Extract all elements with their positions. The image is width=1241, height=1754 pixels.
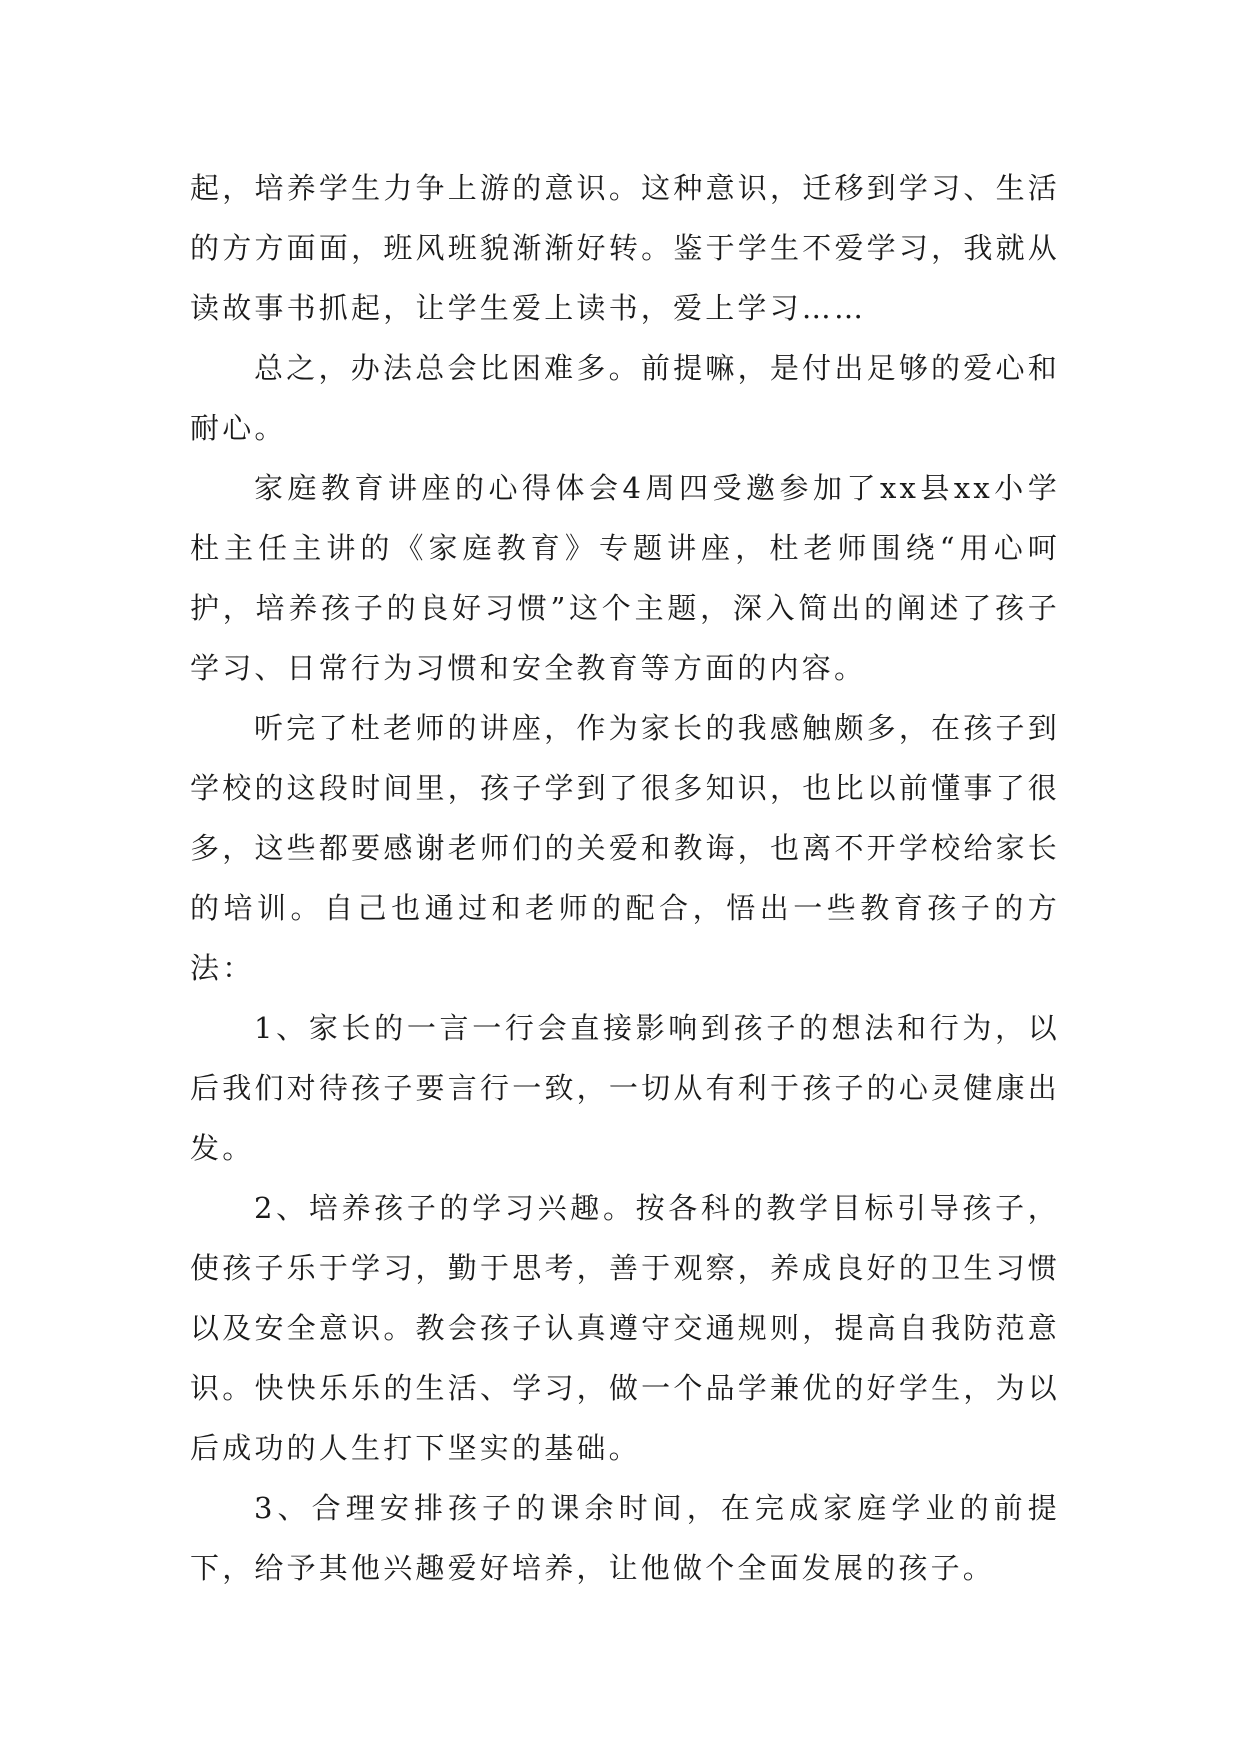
list-item-3: 3、合理安排孩子的课余时间，在完成家庭学业的前提下，给予其他兴趣爱好培养，让他做个全面发展的孩子。 <box>190 1491 1060 1585</box>
list-item-2: 2、培养孩子的学习兴趣。按各科的教学目标引导孩子，使孩子乐于学习，勤于思考，善于观察，养成良好的卫生习惯以及安全意识。教会孩子认真遵守交通规则，提高自我防范意识。快快乐乐的生活、学习，做一个品学兼优的好学生，为以后成功的人生打下坚实的基础。 <box>190 1191 1060 1465</box>
paragraph-reflection: 听完了杜老师的讲座，作为家长的我感触颇多，在孩子到学校的这段时间里，孩子学到了很多知识，也比以前懂事了很多，这些都要感谢老师们的关爱和教诲，也离不开学校给家长的培训。自己也通过和老师的配合，悟出一些教育孩子的方法： <box>190 711 1060 985</box>
list-item-1: 1、家长的一言一行会直接影响到孩子的想法和行为，以后我们对待孩子要言行一致，一切从有利于孩子的心灵健康出发。 <box>190 1011 1060 1165</box>
document-body <box>190 158 1060 1598</box>
paragraph-conclusion: 总之，办法总会比困难多。前提嘛，是付出足够的爱心和耐心。 <box>190 351 1060 445</box>
paragraph-continuation: 起，培养学生力争上游的意识。这种意识，迁移到学习、生活的方方面面，班风班貌渐渐好转。鉴于学生不爱学习，我就从读故事书抓起，让学生爱上读书，爱上学习…… <box>190 171 1060 325</box>
paragraph-lecture-intro: 家庭教育讲座的心得体会4周四受邀参加了xx县xx小学杜主任主讲的《家庭教育》专题讲座，杜老师围绕“用心呵护，培养孩子的良好习惯”这个主题，深入简出的阐述了孩子学习、日常行为习惯和安全教育等方面的内容。 <box>190 471 1060 685</box>
